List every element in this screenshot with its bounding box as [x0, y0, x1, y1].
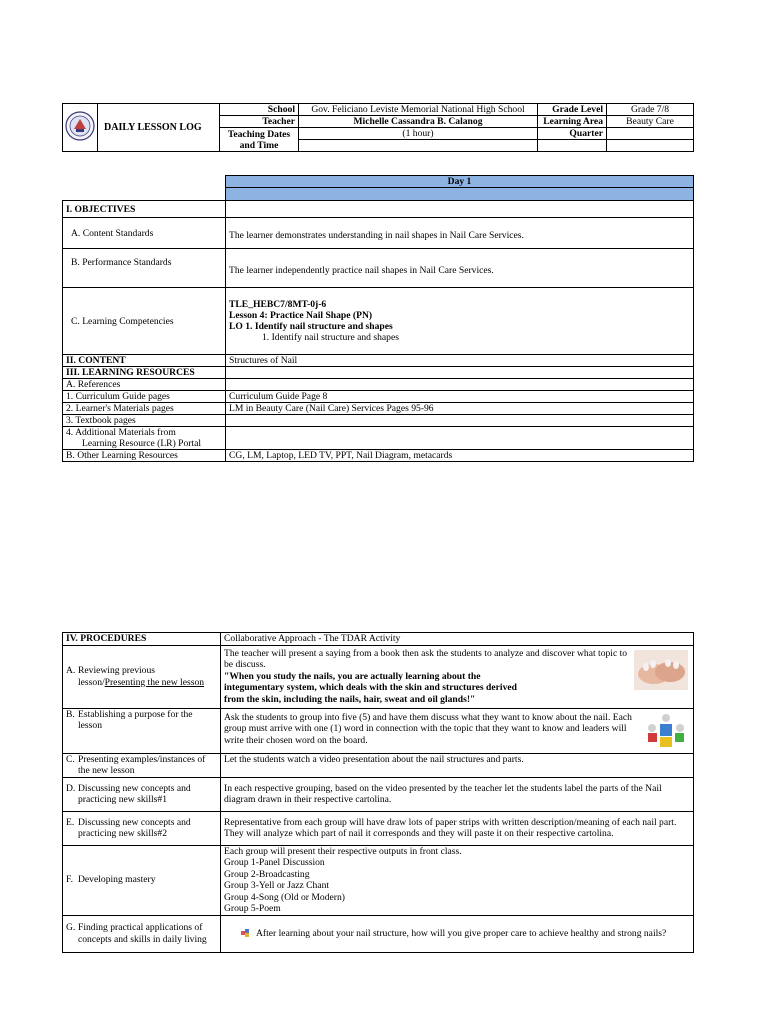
proc-d-label-text: Discussing new concepts and practicing new skills#1: [78, 782, 191, 805]
references-label: A. References: [63, 379, 226, 391]
additional-materials-line2: Learning Resource (LR) Portal: [82, 438, 202, 449]
proc-f-group-2: Group 2-Broadcasting: [224, 868, 310, 880]
proc-b-value: [221, 708, 694, 753]
proc-b-text: Ask the students to group into five (5) and have them discuss what they want to know about the nail. Each group must arrive with one (1) word in connection with the topic that they want to know and leaders will write their chosen word on the board.: [224, 711, 632, 746]
quarter-label-extra: [538, 140, 607, 152]
day-header: Day 1: [226, 176, 694, 188]
textbook-pages-value: [226, 415, 694, 427]
dates-label-line1: Teaching Dates: [227, 128, 291, 140]
bullet-icon: [241, 929, 250, 938]
performance-standards-value: The learner independently practice nail shapes in Nail Care Services.: [226, 249, 694, 288]
teacher-label: Teacher: [220, 116, 299, 128]
proc-e-value: Representative from each group will have draw lots of paper strips with written description/meaning of each nail part. They will analyze which part of nail it corresponds and they will paste it on their respective cartolina.: [221, 811, 694, 845]
dates-label-line2: and Time: [239, 139, 279, 151]
proc-c-letter: C.: [66, 753, 75, 765]
proc-e-letter: E.: [66, 816, 75, 828]
day-subheader: [226, 188, 694, 201]
blank-cell: [63, 176, 226, 188]
competency-lo: LO 1. Identify nail structure and shapes: [229, 321, 393, 332]
proc-f-intro: Each group will present their respective outputs in front class.: [224, 845, 462, 857]
header-table: [62, 103, 694, 152]
proc-f-letter: F.: [66, 874, 73, 886]
references-value: [226, 379, 694, 391]
proc-b-label: [63, 708, 221, 753]
proc-d-label: [63, 777, 221, 811]
proc-c-label-text: Presenting examples/instances of the new lesson: [78, 753, 206, 776]
other-resources-value: CG, LM, Laptop, LED TV, PPT, Nail Diagram, metacards: [226, 450, 694, 462]
proc-f-group-3: Group 3-Yell or Jazz Chant: [224, 880, 330, 891]
additional-materials-label: [63, 427, 226, 450]
dates-label: [220, 128, 299, 152]
proc-a-letter: A.: [66, 665, 76, 676]
proc-b-letter: B.: [66, 708, 75, 720]
cg-pages-value: Curriculum Guide Page 8: [226, 391, 694, 403]
lm-pages-value: LM in Beauty Care (Nail Care) Services Pages 95-96: [226, 403, 694, 415]
proc-d-value: In each respective grouping, based on the video presented by the teacher let the students label the parts of the Nail diagram drawn in their respective cartolina.: [221, 777, 694, 811]
proc-f-label-text: Developing mastery: [78, 874, 156, 886]
resources-heading-value: [226, 367, 694, 379]
content-value: Structures of Nail: [226, 355, 694, 367]
textbook-pages-label: 3. Textbook pages: [63, 415, 226, 427]
proc-g-letter: G.: [66, 922, 76, 933]
proc-g-label-text: Finding practical applications of concepts and skills in daily living: [78, 922, 207, 945]
quarter-value: [607, 128, 694, 140]
proc-a-quote-line3: from the skin, including the nails, hair, sweat and oil glands!": [224, 693, 476, 705]
proc-f-group-5: Group 5-Poem: [224, 903, 281, 914]
proc-a-text: The teacher will present a saying from a book then ask the students to analyze and discover what topic to be discuss.: [224, 647, 628, 671]
proc-a-label-line2a: lesson/: [78, 676, 105, 688]
nails-photo-icon: [634, 650, 688, 690]
school-value: Gov. Feliciano Leviste Memorial National High School: [299, 104, 538, 116]
procedures-heading: IV. PROCEDURES: [63, 633, 221, 646]
deped-seal: [63, 104, 98, 152]
objectives-table: [62, 175, 694, 462]
page-title: DAILY LESSON LOG: [98, 104, 220, 152]
proc-a-label-line2b: Presenting the new lesson: [104, 676, 205, 688]
proc-c-label: [63, 753, 221, 777]
competencies-value: [226, 288, 694, 355]
quarter-label: Quarter: [538, 128, 607, 140]
resources-heading: III. LEARNING RESOURCES: [63, 367, 226, 379]
grade-value: Grade 7/8: [607, 104, 694, 116]
school-label: School: [220, 104, 299, 116]
objectives-heading-value: [226, 201, 694, 218]
additional-materials-line1: 4. Additional Materials from: [66, 427, 176, 438]
proc-a-label: [63, 645, 221, 708]
proc-b-label-text: Establishing a purpose for the lesson: [78, 708, 193, 731]
dates-value-extra: [299, 140, 538, 152]
proc-f-value: [221, 845, 694, 915]
additional-materials-value: [226, 427, 694, 450]
teacher-value: Michelle Cassandra B. Calanog: [299, 116, 538, 128]
dates-value: (1 hour): [299, 128, 538, 140]
area-value: Beauty Care: [607, 116, 694, 128]
grade-label: Grade Level: [538, 104, 607, 116]
proc-a-label-line1: Reviewing previous: [78, 665, 156, 676]
teamwork-puzzle-icon: [646, 712, 686, 750]
content-standards-label: A. Content Standards: [63, 218, 226, 249]
other-resources-label: B. Other Learning Resources: [63, 450, 226, 462]
proc-a-quote-line2: integumentary system, which deals with the skin and structures derived: [224, 682, 517, 694]
area-label: Learning Area: [538, 116, 607, 128]
proc-g-label: [63, 915, 221, 952]
proc-f-group-1: Group 1-Panel Discussion: [224, 857, 325, 868]
proc-d-letter: D.: [66, 782, 76, 794]
proc-c-value: Let the students watch a video presentation about the nail structures and parts.: [221, 753, 694, 777]
cg-pages-label: 1. Curriculum Guide pages: [63, 391, 226, 403]
proc-g-value: [221, 915, 694, 952]
objectives-heading: I. OBJECTIVES: [63, 201, 226, 218]
competency-item: 1. Identify nail structure and shapes: [262, 332, 399, 343]
proc-e-label-text: Discussing new concepts and practicing new skills#2: [78, 816, 191, 839]
proc-f-label: [63, 845, 221, 915]
proc-f-group-4: Group 4-Song (Old or Modern): [224, 891, 345, 903]
proc-g-text: After learning about your nail structure, how will you give proper care to achieve healthy and strong nails?: [256, 927, 667, 939]
competencies-label: C. Learning Competencies: [63, 288, 226, 355]
competency-lesson: Lesson 4: Practice Nail Shape (PN): [229, 310, 373, 321]
proc-a-quote-line1: "When you study the nails, you are actually learning about the: [224, 670, 481, 682]
blank-cell: [63, 188, 226, 201]
proc-e-label: [63, 811, 221, 845]
content-heading: II. CONTENT: [63, 355, 226, 367]
performance-standards-label: B. Performance Standards: [63, 249, 226, 288]
procedures-table: [62, 632, 694, 953]
quarter-value-extra: [607, 140, 694, 152]
proc-a-value: [221, 645, 694, 708]
content-standards-value: The learner demonstrates understanding in nail shapes in Nail Care Services.: [226, 218, 694, 249]
procedures-approach: Collaborative Approach - The TDAR Activity: [221, 633, 694, 646]
lm-pages-label: 2. Learner's Materials pages: [63, 403, 226, 415]
deped-seal-icon: [65, 111, 95, 141]
competency-code: TLE_HEBC7/8MT-0j-6: [229, 299, 327, 310]
